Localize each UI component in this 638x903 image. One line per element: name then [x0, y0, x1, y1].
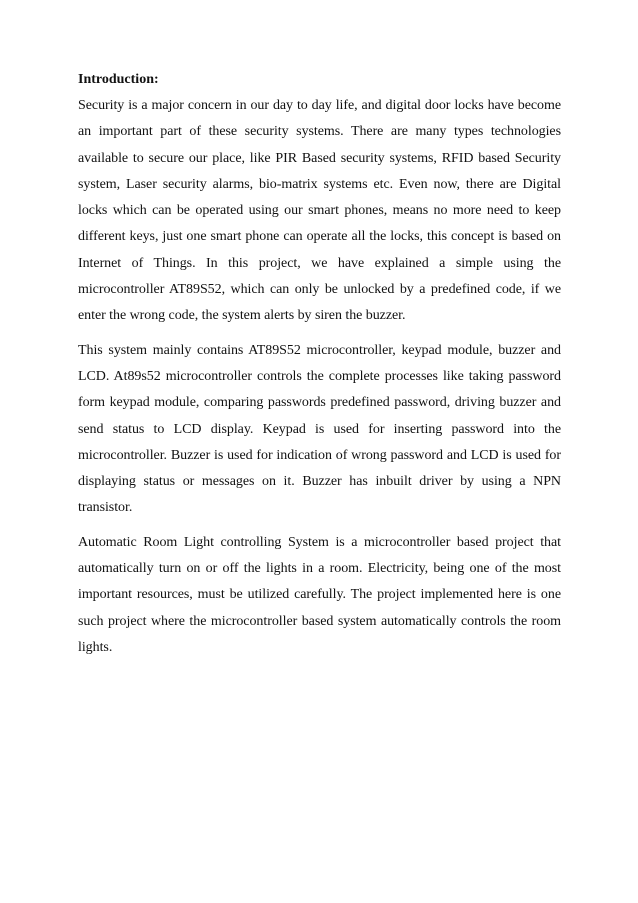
paragraph-security-intro: Security is a major concern in our day to day life, and digital door locks have become an important part of these security systems. There are many types technologies available to secure our place, like PIR Based security systems, RFID based Security system, Laser security alarms, bio-matrix systems etc. Even now, there are Digital locks which can be operated using our smart phones, means no more need to keep different keys, just one smart phone can operate all the locks, this concept is based on Internet of Things. In this project, we have explained a simple using the microcontroller AT89S52, which can only be unlocked by a predefined code, if we enter the wrong code, the system alerts by siren the buzzer.: [78, 98, 561, 324]
document-body: [78, 67, 561, 669]
paragraph-room-light: Automatic Room Light controlling System is a microcontroller based project that automatically turn on or off the lights in a room. Electricity, being one of the most important resources, must be utilized carefully. The project implemented here is one such project where the microcontroller based system automatically controls the room lights.: [78, 534, 561, 655]
paragraph-system-components: This system mainly contains AT89S52 microcontroller, keypad module, buzzer and LCD. At89s52 microcontroller controls the complete processes like taking password form keypad module, comparing passwords predefined password, driving buzzer and send status to LCD display. Keypad is used for inserting password into the microcontroller. Buzzer is used for indication of wrong password and LCD is used for displaying status or messages on it. Buzzer has inbuilt driver by using a NPN transistor.: [78, 342, 561, 516]
section-heading: Introduction:: [78, 72, 159, 87]
